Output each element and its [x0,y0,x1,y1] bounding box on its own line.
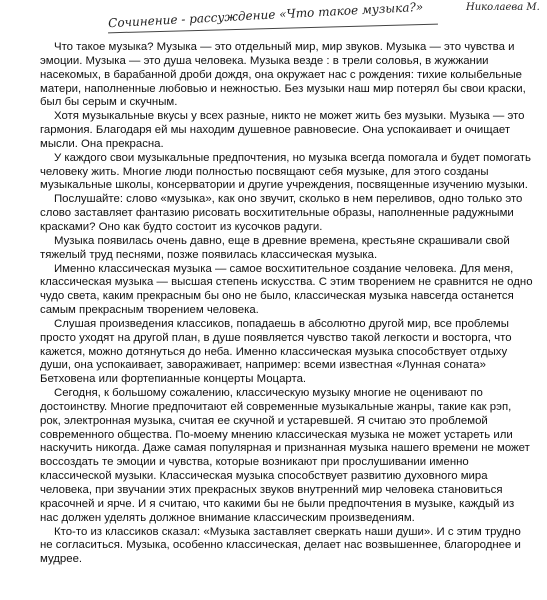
paragraph: Музыка появилась очень давно, еще в древние времена, крестьяне скрашивали свой тяжелый труд песнями, позже появилась классическая музыка. [40,234,510,261]
paragraph: Сегодня, к большому сожалению, классическую музыку многие не оценивают по достоинству. Многие предпочитают ей современные музыкальные жанры, такие как рэп, рок, электронная музыка, считая ее скучной и устаревшей. Я считаю это проблемой современного общества. По-моему мнению классическая музыка не может устареть или наскучить никогда. Даже самая популярная и признанная музыка нашего времени не может воссоздать те эмоции и чувства, которые возникают при прослушивании именно классической музыки. Классическая музыка способствует развитию духовного мира человека, при звучании этих прекрасных звуков внутренний мир человека становиться красочней и ярче. И я считаю, что какими бы не были предпочтения в музыке, каждый из нас должен уделять должное внимание классическим произведениям. [40,387,530,524]
paragraph: Что такое музыка? Музыка — это отдельный мир, мир звуков. Музыка — это чувства и эмоции. Музыка — это душа человека. Музыка везде : в трели соловья, в жужжании насекомых, в барабанной дроби дождя, она окружает нас с рождения: тихие колыбельные матери, наполненные любовью и нежностью. Без музыки наш мир потерял бы свои краски, был бы серым и скучным. [40,41,526,109]
paragraph: У каждого свои музыкальные предпочтения, но музыка всегда помогала и будет помогать человеку жить. Многие люди полностью посвящают себя музыке, для этого созданы музыкальные школы, консерватории и другие учреждения, посвященные изучению музыки. [40,151,531,192]
handwritten-title: Сочинение - рассуждение «Что такое музыка?» [107,0,424,31]
essay-body [40,41,534,567]
author-name: Николаева М. [466,2,540,13]
paragraph: Именно классическая музыка — самое восхитительное создание человека. Для меня, классическая музыка — высшая степень искусства. С этим творением не сравнится не одно чудо света, каким прекрасным бы оно не было, классическая музыка навсегда останется самым прекрасным творением человека. [40,262,533,317]
paragraph: Кто-то из классиков сказал: «Музыка заставляет сверкать наши души». И с этим трудно не согласиться. Музыка, особенно классическая, делает нас возвышеннее, благороднее и мудрее. [40,525,521,566]
paragraph: Хотя музыкальные вкусы у всех разные, никто не может жить без музыки. Музыка — это гармония. Благодаря ей мы находим душевное равновесие. Она успокаивает и очищает мысли. Она прекрасна. [40,110,525,150]
paragraph: Слушая произведения классиков, попадаешь в абсолютно другой мир, все проблемы просто уходят на другой план, в душе появляется чувство такой легкости и восторга, что кажется, можно дотянуться до неба. Именно классическая музыка способствует отдыху души, она успокаивает, завораживает, например: всеми известная «Лунная соната» Бетховена или фортепианные концерты Моцарта. [40,317,512,386]
paragraph: Послушайте: слово «музыка», как оно звучит, сколько в нем переливов, одно только это слово заставляет фантазию рисовать восхитительные образы, наполненные радужными красками? Оно как будто состоит из кусочков радуги. [40,193,523,233]
